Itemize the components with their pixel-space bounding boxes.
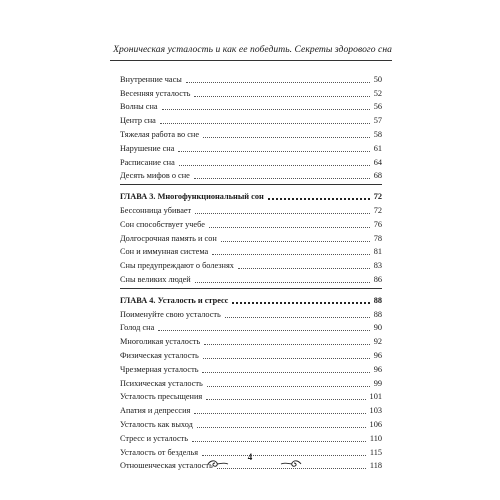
dot-leader — [225, 316, 370, 318]
toc-entry-page: 56 — [373, 102, 382, 112]
chapter-title: ГЛАВА 4. Усталость и стресс — [120, 295, 229, 305]
toc-entry-page: 103 — [369, 406, 382, 416]
dot-leader — [232, 301, 369, 304]
toc-entry-title: Весенняя усталость — [120, 88, 191, 98]
toc-entry-title: Поименуйте свою усталость — [120, 309, 221, 319]
toc-entry-title: Чрезмерная усталость — [120, 364, 199, 374]
toc-entry[interactable] — [120, 244, 382, 258]
toc-entry[interactable] — [120, 257, 382, 271]
header-rule — [110, 60, 392, 61]
toc-entry-title: Сны предупреждают о болезнях — [120, 261, 234, 271]
toc-chapter-4[interactable] — [120, 292, 382, 306]
toc-entry-title: Голод сна — [120, 323, 155, 333]
toc-chapter-3[interactable] — [120, 188, 382, 202]
dot-leader — [197, 426, 366, 428]
dot-leader — [178, 150, 369, 152]
chapter-title: ГЛАВА 3. Многофункциональный сон — [120, 192, 264, 202]
toc-entry-page: 88 — [373, 309, 382, 319]
toc-entry-title: Многоликая усталость — [120, 337, 201, 347]
toc-entry-page: 99 — [373, 378, 382, 388]
toc-entry-title: Внутренние часы — [120, 74, 182, 84]
chapter-divider-top — [120, 184, 382, 186]
dot-leader — [268, 197, 370, 200]
toc-entry-title: Сны великих людей — [120, 274, 191, 284]
toc-entry-title: Психическая усталость — [120, 378, 203, 388]
toc-entry[interactable] — [120, 306, 382, 320]
toc-entry-page: 68 — [373, 171, 382, 181]
toc-entry-title: Волны сна — [120, 102, 158, 112]
toc-entry-page: 58 — [373, 129, 382, 139]
toc-entry-title: Десять мифов о сне — [120, 171, 190, 181]
flourish-ornament-icon — [207, 459, 229, 469]
toc-entry-page: 61 — [373, 143, 382, 153]
toc-entry-page: 90 — [373, 323, 382, 333]
toc-group-3 — [120, 306, 382, 472]
toc-entry[interactable] — [120, 85, 382, 99]
toc-entry[interactable] — [120, 230, 382, 244]
dot-leader — [194, 412, 365, 414]
toc-entry-title: Долгосрочная память и сон — [120, 233, 217, 243]
toc-entry-title: Физическая усталость — [120, 350, 199, 360]
toc-entry-page: 72 — [373, 205, 382, 215]
dot-leader — [195, 281, 370, 283]
dot-leader — [202, 371, 369, 373]
toc-entry-page: 50 — [373, 74, 382, 84]
toc-entry[interactable] — [120, 389, 382, 403]
toc-entry[interactable] — [120, 140, 382, 154]
toc-entry[interactable] — [120, 216, 382, 230]
toc-entry-page: 83 — [373, 261, 382, 271]
dot-leader — [206, 398, 365, 400]
toc-entry-page: 92 — [373, 337, 382, 347]
dot-leader — [203, 357, 370, 359]
dot-leader — [221, 240, 370, 242]
dot-leader — [204, 343, 370, 345]
dot-leader — [209, 226, 370, 228]
toc-entry[interactable] — [120, 402, 382, 416]
toc-entry[interactable] — [120, 430, 382, 444]
chapter-page: 72 — [373, 192, 382, 202]
dot-leader — [212, 253, 369, 255]
page-number: 4 — [247, 452, 253, 462]
toc-entry-title: Сон способствует учебе — [120, 219, 205, 229]
toc-entry-title: Бессонница убивает — [120, 205, 192, 215]
toc-entry-page: 57 — [373, 116, 382, 126]
toc-group-1 — [120, 71, 382, 181]
chapter-divider-top — [120, 288, 382, 290]
toc-entry-title: Апатия и депрессия — [120, 406, 191, 416]
dot-leader — [194, 177, 370, 179]
toc-entry-title: Нарушение сна — [120, 143, 175, 153]
dot-leader — [186, 81, 370, 83]
flourish-ornament-icon — [280, 459, 302, 469]
toc-entry-page: 101 — [369, 392, 382, 402]
toc-entry-title: Стресс и усталость — [120, 433, 189, 443]
toc-entry-title: Усталость от безделья — [120, 447, 199, 457]
dot-leader — [158, 329, 369, 331]
toc-entry[interactable] — [120, 99, 382, 113]
toc-entry[interactable] — [120, 333, 382, 347]
dot-leader — [160, 122, 370, 124]
toc-entry[interactable] — [120, 347, 382, 361]
toc-group-2 — [120, 202, 382, 285]
toc-entry-title: Усталость как выход — [120, 419, 193, 429]
dot-leader — [162, 108, 370, 110]
toc-entry-page: 78 — [373, 233, 382, 243]
dot-leader — [207, 385, 370, 387]
toc-entry[interactable] — [120, 112, 382, 126]
toc-entry-title: Расписание сна — [120, 157, 175, 167]
toc-entry-title: Сон и иммунная система — [120, 247, 209, 257]
toc-entry-title: Усталость пресыщения — [120, 392, 203, 402]
toc-entry-title: Центр сна — [120, 116, 156, 126]
dot-leader — [238, 267, 370, 269]
running-header: Хроническая усталость и как ее победить. Секреты здорового сна — [113, 44, 392, 55]
toc-entry[interactable] — [120, 320, 382, 334]
toc-entry[interactable] — [120, 71, 382, 85]
toc-entry-page: 110 — [369, 433, 382, 443]
toc-entry[interactable] — [120, 271, 382, 285]
dot-leader — [194, 95, 369, 97]
toc-entry-title: Отношенческая усталость — [120, 461, 213, 471]
dot-leader — [195, 212, 370, 214]
toc-entry-page: 52 — [373, 88, 382, 98]
toc-entry[interactable] — [120, 168, 382, 182]
toc-entry-title: Тяжелая работа во сне — [120, 129, 200, 139]
toc-entry-page: 96 — [373, 364, 382, 374]
chapter-page: 88 — [373, 295, 382, 305]
toc-entry-page: 64 — [373, 157, 382, 167]
toc-entry[interactable] — [120, 154, 382, 168]
toc-entry-page: 106 — [369, 419, 382, 429]
toc-entry-page: 81 — [373, 247, 382, 257]
toc-entry[interactable] — [120, 202, 382, 216]
toc-entry[interactable] — [120, 361, 382, 375]
dot-leader — [192, 440, 366, 442]
toc-entry-page: 96 — [373, 350, 382, 360]
toc-entry[interactable] — [120, 126, 382, 140]
toc-entry-page: 118 — [369, 461, 382, 471]
table-of-contents — [120, 71, 382, 471]
toc-entry-page: 86 — [373, 274, 382, 284]
dot-leader — [203, 136, 370, 138]
toc-entry[interactable] — [120, 375, 382, 389]
toc-entry-page: 76 — [373, 219, 382, 229]
dot-leader — [179, 164, 370, 166]
toc-entry-page: 115 — [369, 447, 382, 457]
toc-entry[interactable] — [120, 416, 382, 430]
